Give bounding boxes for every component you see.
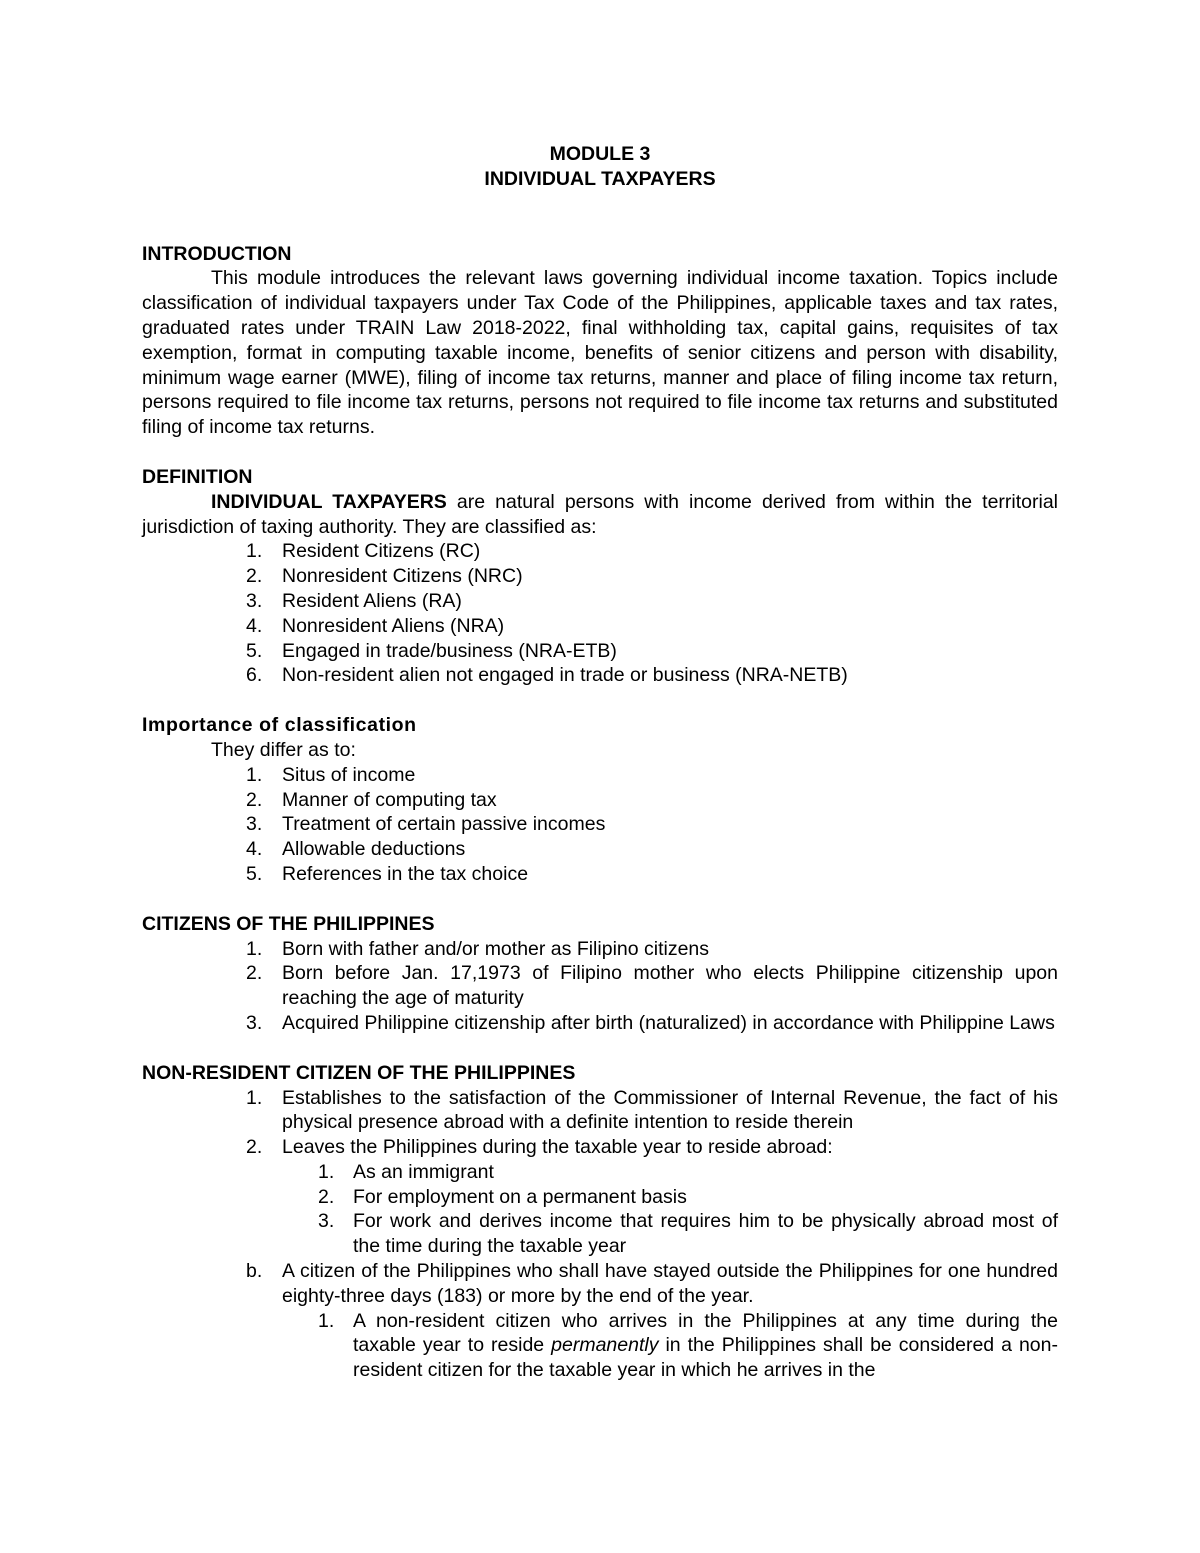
importance-list: [142, 763, 1058, 887]
list-item: 2. Manner of computing tax: [246, 788, 497, 811]
document-page: [142, 142, 1058, 1383]
spacer: [142, 192, 1058, 242]
list-item: 5. References in the tax choice: [246, 862, 529, 885]
module-number: MODULE 3: [549, 143, 651, 165]
spacer: [142, 688, 1058, 713]
taxpayer-classification-list: [142, 539, 1058, 688]
spacer: [142, 440, 1058, 465]
list-item: b. A citizen of the Philippines who shall have stayed outside the Philippines for one hundred eighty-three days (183) or more by the end of the year.: [246, 1260, 1058, 1307]
definition-heading: DEFINITION: [142, 465, 253, 488]
list-item: 5. Engaged in trade/business (NRA-ETB): [246, 639, 617, 662]
sub-list-item: 3. For work and derives income that requires him to be physically abroad most of the time during the taxable year: [318, 1210, 1058, 1258]
definition-paragraph: [142, 490, 1058, 540]
list-item: 1. Situs of income: [246, 763, 416, 786]
list-item: 4. Allowable deductions: [246, 838, 466, 861]
sub-list-item: 2. For employment on a permanent basis: [318, 1185, 687, 1208]
nonresident-heading: NON-RESIDENT CITIZEN OF THE PHILIPPINES: [142, 1061, 576, 1084]
list-item: 4. Nonresident Aliens (NRA): [246, 614, 505, 637]
sub-list-item: 1. As an immigrant: [318, 1160, 494, 1183]
list-item: 2. Nonresident Citizens (NRC): [246, 565, 523, 588]
citizens-list: [142, 937, 1058, 1036]
list-item: 3. Resident Aliens (RA): [246, 589, 462, 612]
list-item: 1. Establishes to the satisfaction of the Commissioner of Internal Revenue, the fact of his physical presence abroad with a definite intention to reside therein: [246, 1086, 1058, 1134]
list-item: 1. Resident Citizens (RC): [246, 540, 481, 563]
citizens-heading: CITIZENS OF THE PHILIPPINES: [142, 912, 435, 935]
list-item: 2. Born before Jan. 17,1973 of Filipino mother who elects Philippine citizenship upon reaching the age of maturity: [246, 962, 1058, 1010]
definition-term: INDIVIDUAL TAXPAYERS: [211, 490, 447, 513]
list-item: 2. Leaves the Philippines during the taxable year to reside abroad:: [246, 1136, 833, 1159]
introduction-paragraph: This module introduces the relevant laws governing individual income taxation. Topics include classification of individual taxpayers under Tax Code of the Philippines, applicable taxes and tax rates, graduated rates under TRAIN Law 2018-2022, final withholding tax, capital gains, requisites of tax exemption, format in computing taxable income, benefits of senior citizens and person with disability, minimum wage earner (MWE), filing of income tax returns, manner and place of filing income tax return, persons required to file income tax returns, persons not required to file income tax returns and substituted filing of income tax returns.: [142, 267, 1058, 439]
spacer: [142, 1036, 1058, 1061]
list-item: 1. Born with father and/or mother as Filipino citizens: [246, 937, 710, 960]
module-title: INDIVIDUAL TAXPAYERS: [484, 167, 716, 190]
emphasis-text: permanently: [551, 1334, 659, 1357]
importance-heading: Importance of classification: [142, 714, 417, 737]
list-item: 3. Acquired Philippine citizenship after birth (naturalized) in accordance with Philippine Laws: [246, 1011, 1055, 1034]
definition-body: are natural persons with income derived from within the territorial jurisdiction of taxing authority. They are classified as:: [142, 490, 1058, 538]
list-item: 6. Non-resident alien not engaged in trade or business (NRA-NETB): [246, 664, 848, 687]
importance-intro: They differ as to:: [211, 738, 356, 761]
nonresident-list: [142, 1086, 1058, 1384]
introduction-heading: INTRODUCTION: [142, 242, 292, 265]
list-item: 3. Treatment of certain passive incomes: [246, 813, 606, 836]
sub-list-item: 1. A non-resident citizen who arrives in the Philippines at any time during the taxable year to reside permanently in the Philippines shall be considered a non-resident citizen for the taxable year in which he arrives in the: [318, 1309, 1058, 1382]
spacer: [142, 887, 1058, 912]
